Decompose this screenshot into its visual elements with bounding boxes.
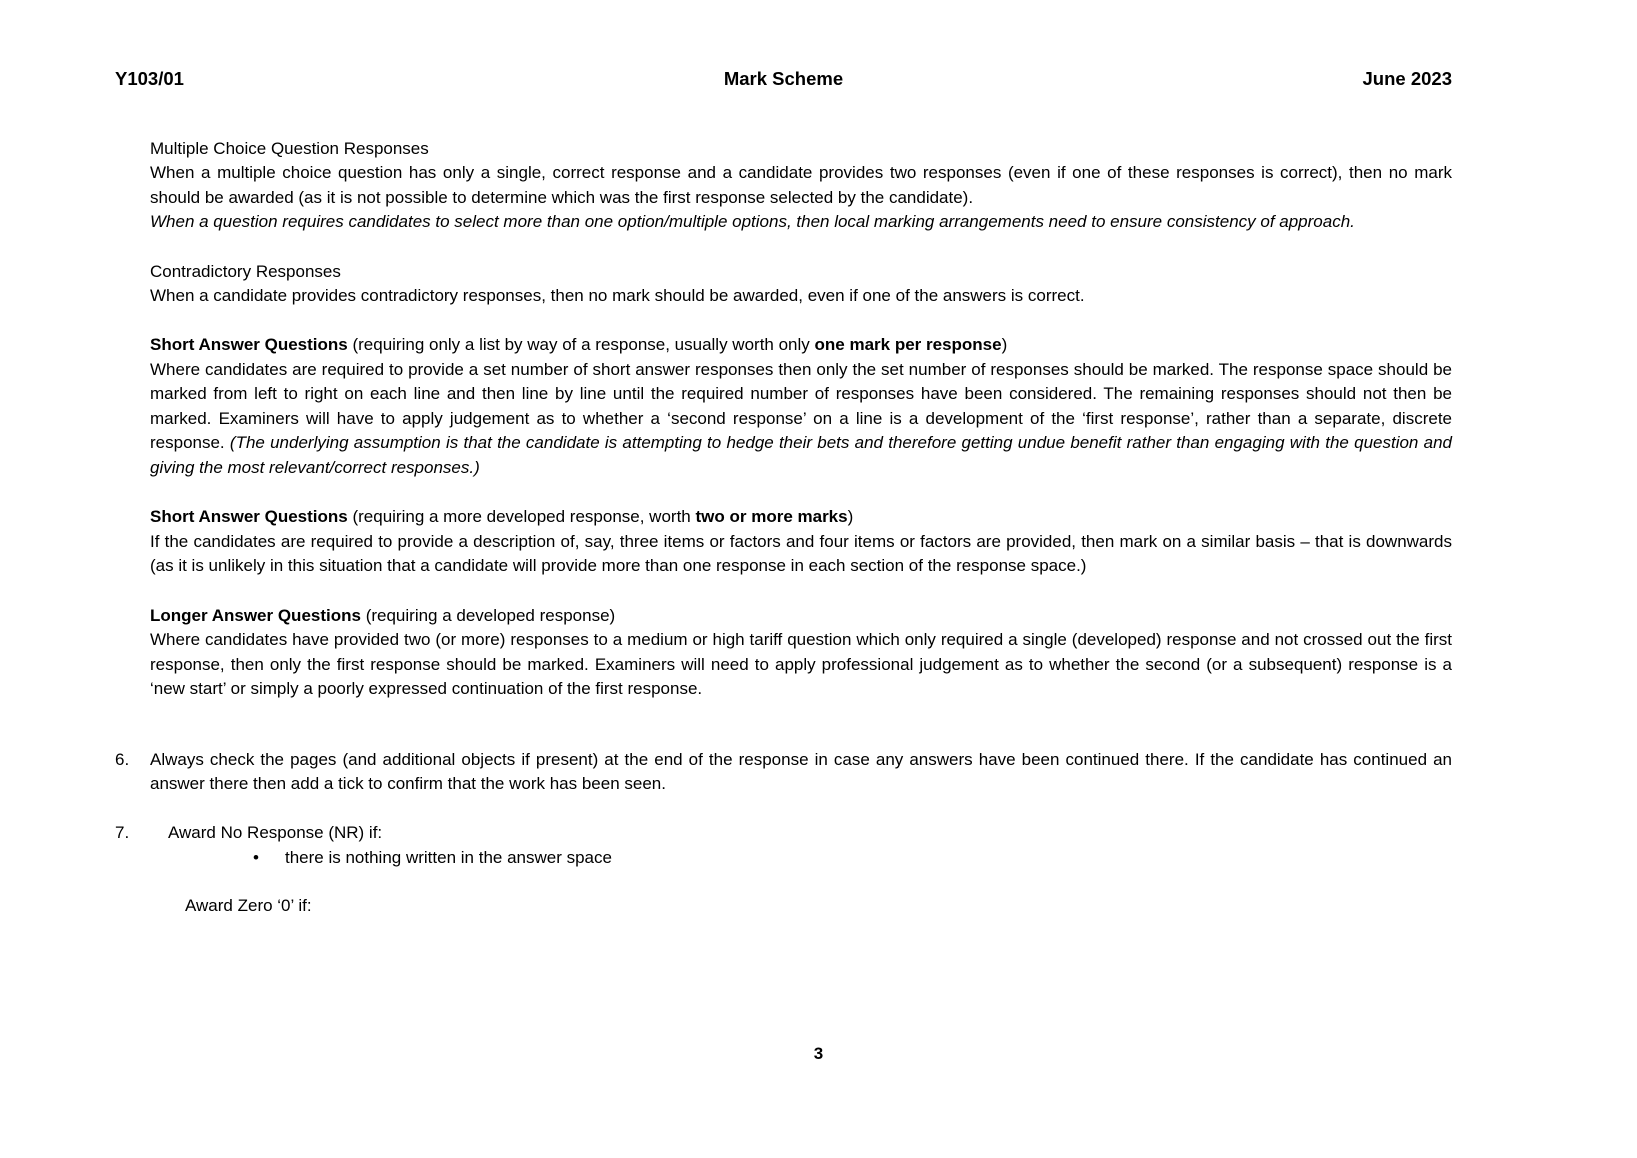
numbered-item-6 [115,748,1452,797]
section-paragraph [150,358,1452,480]
item-number: 7. [115,823,130,843]
header-doc-code: Y103/01 [115,68,184,89]
heading-bold-part: Short Answer Questions [150,335,348,355]
section-multiple-choice [150,137,1452,235]
bullet-text: there is nothing written in the answer space [285,847,612,867]
heading-normal-part: (requiring a developed response) [360,605,616,625]
heading-bold-part: one mark per response [814,335,1002,355]
section-paragraph: When a candidate provides contradictory responses, then no mark should be awarded, even if one of the answers is correct. [150,285,1085,305]
bullet-marker: • [253,847,259,867]
heading-normal-part: ) [1001,335,1008,355]
paragraph-normal-part: Where candidates are required to provide a set number of short answer responses then only the set number of responses should be marked. The response space should be marked from left to right on each line and then line by line until the required number of responses have been considered. The remaining responses should not then be marked. Examiners will have to apply judgement as to whether a ‘second response’ on a line is a development of the ‘first response’, rather than a separate, discrete response. [150,359,1452,453]
section-heading [150,505,1452,529]
section-contradictory [150,260,1452,309]
heading-bold-part: Longer Answer Questions [150,605,361,625]
bullet-item [253,846,1452,870]
section-short-answer-developed [150,505,1452,578]
section-heading [150,333,1452,357]
header-title: Mark Scheme [723,68,844,89]
section-short-answer-list [150,333,1452,480]
section-heading [150,604,1452,628]
section-paragraph: Where candidates have provided two (or more) responses to a medium or high tariff question which only required a single (developed) response and not crossed out the first response, then only the first response should be marked. Examiners will need to apply professional judgement as to whether the second (or a subsequent) response is a ‘new start’ or simply a poorly expressed continuation of the first response. [150,630,1452,699]
section-paragraph-italic: When a question requires candidates to select more than one option/multiple options, then local marking arrangements need to ensure consistency of approach. [150,212,1355,232]
item-text: Award No Response (NR) if: [168,823,383,843]
numbered-item-7 [115,821,1452,845]
document-header [115,66,1452,93]
heading-normal-part: (requiring a more developed response, worth [347,507,696,527]
item-text: Always check the pages (and additional objects if present) at the end of the response in case any answers have been continued there. If the candidate has continued an answer there then add a tick to confirm that the work has been seen. [150,749,1452,793]
section-paragraph: If the candidates are required to provide a description of, say, three items or factors and four items or factors are provided, then mark on a similar basis – that is downwards (as it is unlikely in this situation that a candidate will provide more than one response in each section of the response space.) [150,531,1452,576]
section-longer-answer [150,604,1452,702]
heading-bold-part: two or more marks [695,507,848,527]
header-date: June 2023 [1362,68,1452,89]
item-number: 6. [115,749,130,769]
heading-normal-part: (requiring only a list by way of a response, usually worth only [347,335,815,355]
paragraph-italic-part: (The underlying assumption is that the candidate is attempting to hedge their bets and therefore getting undue benefit rather than engaging with the question and giving the most relevant/correct responses.) [150,433,1452,477]
section-heading: Contradictory Responses [150,261,341,281]
page-number: 3 [813,1043,824,1063]
heading-bold-part: Short Answer Questions [150,507,348,527]
section-heading: Multiple Choice Question Responses [150,138,429,158]
section-paragraph: When a multiple choice question has only a single, correct response and a candidate provides two responses (even if one of these responses is correct), then no mark should be awarded (as it is not possible to determine which was the first response selected by the candidate). [150,163,1452,207]
award-zero-line: Award Zero ‘0’ if: [185,896,312,916]
heading-normal-part: ) [847,507,854,527]
document-body [115,137,1452,919]
